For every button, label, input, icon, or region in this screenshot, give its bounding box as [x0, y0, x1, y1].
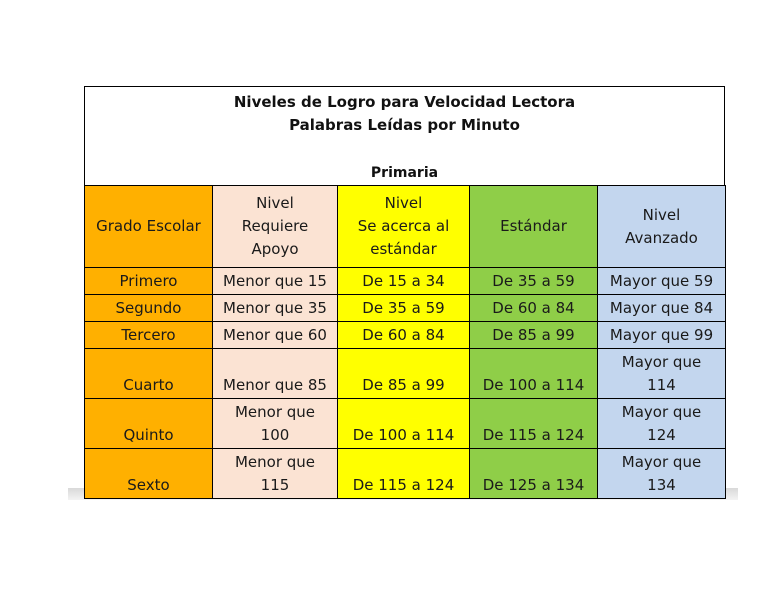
- levels-table: [84, 185, 726, 499]
- cell-grade: Cuarto: [85, 349, 213, 399]
- title-line-2: Palabras Leídas por Minuto: [289, 116, 520, 134]
- cell-estandar: De 35 a 59: [470, 268, 598, 295]
- table-row: [85, 399, 726, 449]
- cell-estandar: De 100 a 114: [470, 349, 598, 399]
- header-estandar: Estándar: [470, 186, 598, 268]
- cell-apoyo: Menor que 15: [213, 268, 338, 295]
- header-avanzado: Nivel Avanzado: [598, 186, 726, 268]
- cell-acerca: De 60 a 84: [338, 322, 470, 349]
- cell-grade: Primero: [85, 268, 213, 295]
- cell-estandar: De 85 a 99: [470, 322, 598, 349]
- title-line-1: Niveles de Logro para Velocidad Lectora: [233, 93, 576, 111]
- cell-avanzado: Mayor que 84: [598, 295, 726, 322]
- title-block: [85, 87, 724, 187]
- table-row: [85, 295, 726, 322]
- cell-apoyo: Menor que 85: [213, 349, 338, 399]
- cell-avanzado: Mayor que 59: [598, 268, 726, 295]
- cell-apoyo: Menor que 35: [213, 295, 338, 322]
- header-row: [85, 186, 726, 268]
- cell-acerca: De 115 a 124: [338, 449, 470, 499]
- cell-estandar: De 115 a 124: [470, 399, 598, 449]
- cell-acerca: De 15 a 34: [338, 268, 470, 295]
- header-acerca: Nivel Se acerca al estándar: [338, 186, 470, 268]
- cell-estandar: De 125 a 134: [470, 449, 598, 499]
- subtitle: Primaria: [370, 165, 439, 181]
- cell-apoyo: Menor que 60: [213, 322, 338, 349]
- cell-apoyo: Menor que 115: [213, 449, 338, 499]
- cell-avanzado: Mayor que 124: [598, 399, 726, 449]
- table-row: [85, 268, 726, 295]
- table-row: [85, 322, 726, 349]
- cell-avanzado: Mayor que 99: [598, 322, 726, 349]
- table-row: [85, 349, 726, 399]
- cell-grade: Segundo: [85, 295, 213, 322]
- table-row: [85, 449, 726, 499]
- cell-acerca: De 100 a 114: [338, 399, 470, 449]
- header-grade: Grado Escolar: [85, 186, 213, 268]
- cell-acerca: De 85 a 99: [338, 349, 470, 399]
- cell-grade: Quinto: [85, 399, 213, 449]
- cell-grade: Tercero: [85, 322, 213, 349]
- cell-avanzado: Mayor que 114: [598, 349, 726, 399]
- cell-grade: Sexto: [85, 449, 213, 499]
- header-apoyo: Nivel Requiere Apoyo: [213, 186, 338, 268]
- cell-estandar: De 60 a 84: [470, 295, 598, 322]
- reading-levels-table-sheet: [84, 86, 725, 494]
- cell-apoyo: Menor que 100: [213, 399, 338, 449]
- cell-acerca: De 35 a 59: [338, 295, 470, 322]
- cell-avanzado: Mayor que 134: [598, 449, 726, 499]
